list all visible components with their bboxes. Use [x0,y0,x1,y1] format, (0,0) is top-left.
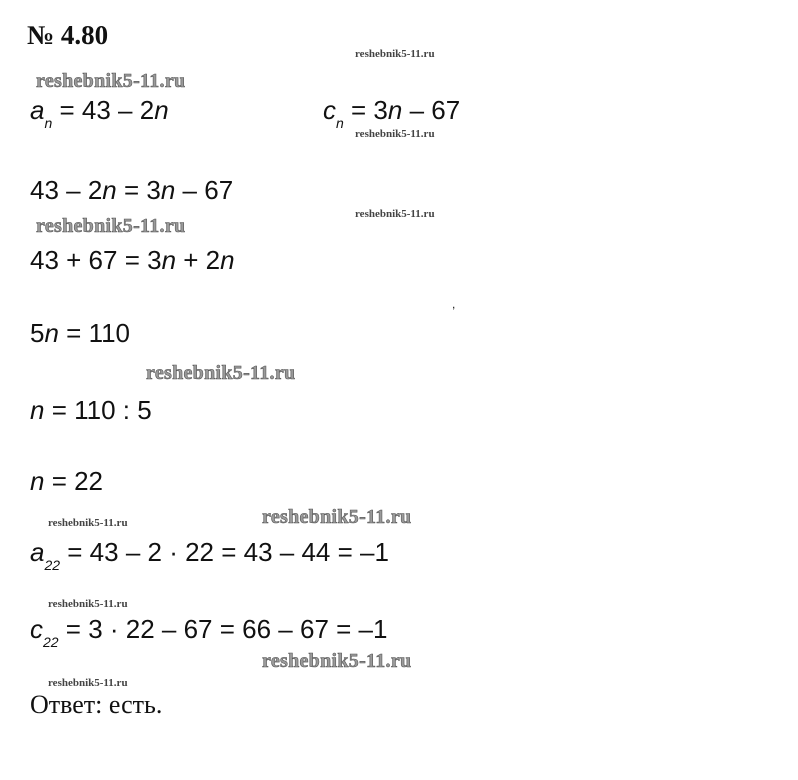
eq2-part1: 43 + 67 = 3 [30,245,162,275]
c-n-definition [323,95,461,131]
var-n: n [160,175,176,205]
var-n: n [387,95,403,125]
var-n: n [44,318,59,348]
watermark-small-2: reshebnik5-11.ru [355,128,435,140]
subscript-n: n [336,115,344,131]
equation-4 [30,395,152,426]
eq3-part2: = 110 [58,318,131,348]
var-n: n [30,466,45,496]
var-n: n [154,95,169,125]
eq3-part1: 5 [30,318,45,348]
watermark-big-3: reshebnik5-11.ru [146,362,296,384]
eq4-part2: = 110 : 5 [44,395,152,425]
eq1-part3: – 67 [175,175,234,205]
eq2-part2: + 2 [176,245,221,275]
var-a: a [30,95,45,125]
var-n: n [30,395,45,425]
var-a: a [30,537,45,567]
var-c: c [30,614,43,644]
var-c: c [323,95,336,125]
watermark-small-5: reshebnik5-11.ru [48,598,128,610]
problem-title: № 4.80 [27,20,109,50]
c-def-tail: – 67 [402,95,461,125]
watermark-small-3: reshebnik5-11.ru [355,208,435,220]
subscript-22: 22 [44,557,61,573]
equation-1 [30,175,233,206]
eq1-part1: 43 – 2 [30,175,103,205]
c22-rest: = 3 · 22 – 67 = 66 – 67 = –1 [58,614,388,644]
watermark-small-6: reshebnik5-11.ru [48,677,128,689]
answer-text: Ответ: есть. [30,690,163,719]
subscript-n: n [44,115,53,131]
watermark-big-4: reshebnik5-11.ru [262,506,412,528]
watermark-small-4: reshebnik5-11.ru [48,517,128,529]
watermark-small-1: reshebnik5-11.ru [355,48,435,60]
a-def-rest: = 43 – 2 [52,95,155,125]
watermark-big-2: reshebnik5-11.ru [36,215,186,237]
watermark-big-5: reshebnik5-11.ru [262,650,412,672]
subscript-22: 22 [43,634,59,650]
c-def-rest: = 3 [343,95,388,125]
stray-mark: , [452,297,456,311]
equation-2 [30,245,235,276]
c-22-computation [30,614,388,650]
a-22-computation [30,537,389,573]
var-n: n [220,245,235,275]
var-n: n [102,175,117,205]
eq1-part2: = 3 [116,175,161,205]
a22-rest: = 43 – 2 · 22 = 43 – 44 = –1 [60,537,389,567]
eq5-part2: = 22 [44,466,104,496]
a-n-definition [30,95,169,131]
equation-5 [30,466,103,497]
equation-3 [30,318,130,349]
var-n: n [161,245,177,275]
watermark-big-1: reshebnik5-11.ru [36,70,186,92]
